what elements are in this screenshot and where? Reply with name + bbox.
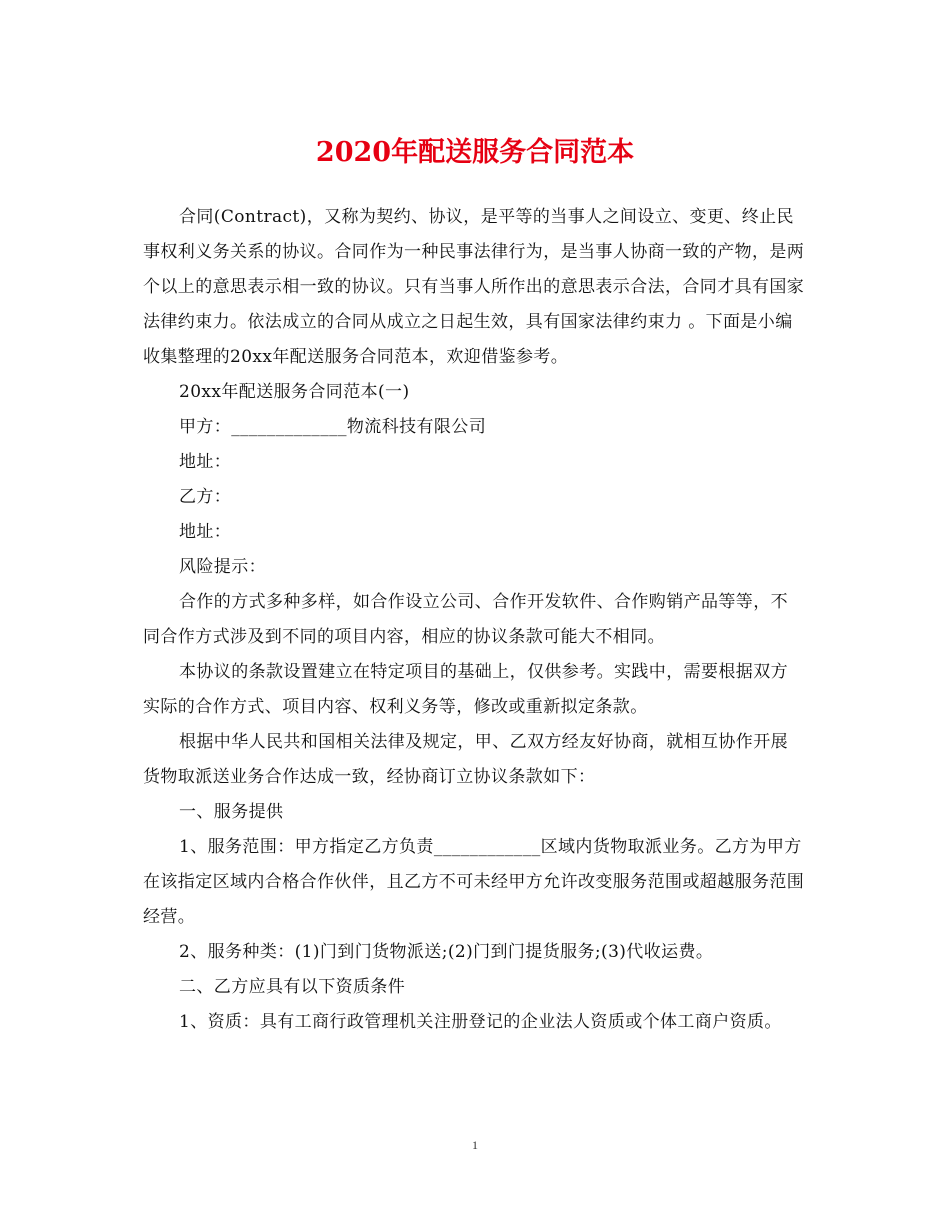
paragraph-party-a: 甲方：_____________物流科技有限公司 bbox=[179, 417, 487, 437]
page-number: 1 bbox=[472, 1138, 478, 1152]
paragraph-service-scope: 1、服务范围：甲方指定乙方负责____________区域内货物取派业务。乙方为甲方在该指定区域内合格合作伙伴，且乙方不可未经甲方允许改变服务范围或超越服务范围经营。 bbox=[143, 837, 805, 927]
paragraph-section-2-heading: 二、乙方应具有以下资质条件 bbox=[179, 977, 406, 997]
paragraph-preamble: 根据中华人民共和国相关法律及规定，甲、乙双方经友好协商，就相互协作开展货物取派送业务合作达成一致，经协商订立协议条款如下： bbox=[143, 732, 788, 787]
paragraph-risk-heading: 风险提示： bbox=[179, 557, 266, 577]
paragraph-risk-2: 本协议的条款设置建立在特定项目的基础上，仅供参考。实践中，需要根据双方实际的合作方式、项目内容、权利义务等，修改或重新拟定条款。 bbox=[143, 662, 788, 717]
paragraph-party-b: 乙方： bbox=[179, 487, 232, 507]
document-title: 2020年配送服务合同范本 bbox=[315, 137, 635, 168]
paragraph-service-types: 2、服务种类：(1)门到门货物派送;(2)门到门提货服务;(3)代收运费。 bbox=[179, 942, 714, 962]
paragraph-section-1-heading: 一、服务提供 bbox=[179, 802, 284, 822]
document-body bbox=[143, 200, 805, 1040]
paragraph-address-a: 地址： bbox=[179, 452, 232, 472]
paragraph-risk-1: 合作的方式多种多样，如合作设立公司、合作开发软件、合作购销产品等等，不同合作方式涉及到不同的项目内容，相应的协议条款可能大不相同。 bbox=[143, 592, 788, 647]
paragraph-contract-heading: 20xx年配送服务合同范本(一) bbox=[179, 382, 410, 402]
paragraph-intro: 合同(Contract)，又称为契约、协议，是平等的当事人之间设立、变更、终止民事权利义务关系的协议。合同作为一种民事法律行为，是当事人协商一致的产物，是两个以上的意思表示相一致的协议。只有当事人所作出的意思表示合法，合同才具有国家法律约束力。依法成立的合同从成立之日起生效，具有国家法律约束力 。下面是小编收集整理的20xx年配送服务合同范本，欢迎借鉴参考。 bbox=[143, 207, 805, 367]
paragraph-address-b: 地址： bbox=[179, 522, 232, 542]
paragraph-qualification: 1、资质：具有工商行政管理机关注册登记的企业法人资质或个体工商户资质。 bbox=[179, 1012, 782, 1032]
